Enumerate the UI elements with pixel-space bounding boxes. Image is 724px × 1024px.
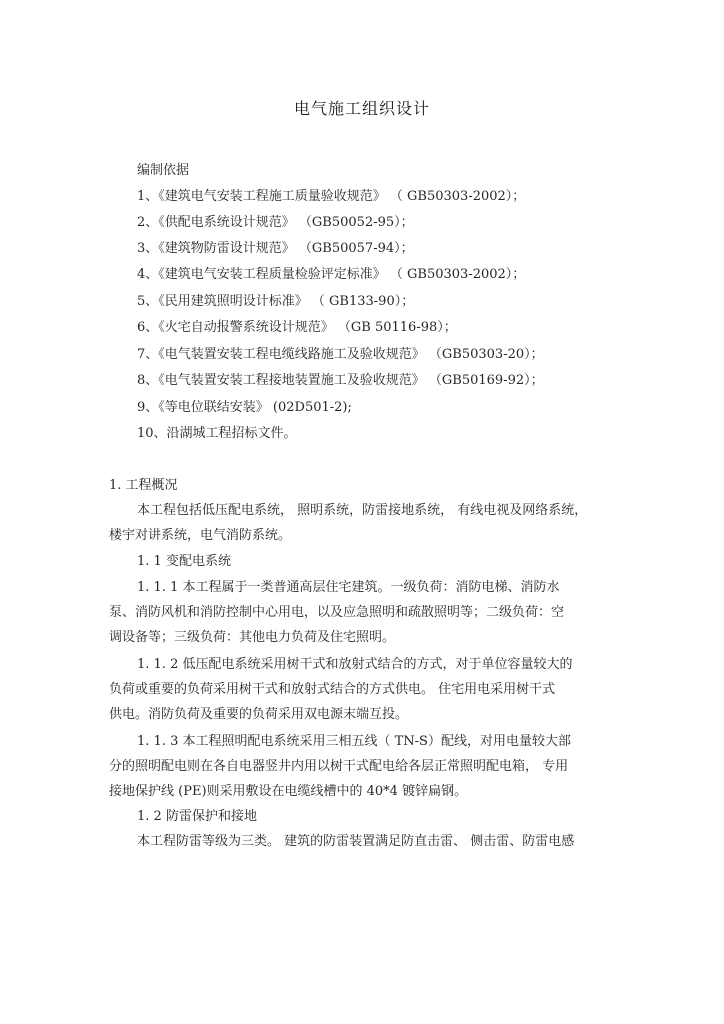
basis-item: 10、沿湖城工程招标文件。 [137,426,297,441]
subsection-heading: 1. 1 变配电系统 [137,554,231,569]
paragraph-line: 1. 1. 2 低压配电系统采用树干式和放射式结合的方式，对于单位容量较大的 [137,657,573,672]
paragraph-line: 供电。消防负荷及重要的负荷采用双电源末端互投。 [109,707,409,722]
basis-item: 4、《建筑电气安装工程质量检验评定标准》 （ GB50303-2002）； [137,267,526,282]
basis-item: 5、《民用建筑照明设计标准》 （ GB133-90）； [137,294,415,309]
basis-item: 9、《等电位联结安装》 (02D501-2); [137,400,352,415]
paragraph-line: 1. 1. 1 本工程属于一类普通高层住宅建筑。一级负荷：消防电梯、消防水 [137,580,560,595]
basis-item: 7、《电气装置安装工程电缆线路施工及验收规范》 （GB50303-20）； [137,347,544,362]
basis-item: 2、《供配电系统设计规范》 （GB50052-95）； [137,215,414,230]
subsection-heading: 1. 2 防雷保护和接地 [137,809,257,824]
paragraph-line: 分的照明配电则在各自电器竖井内用以树干式配电给各层正常照明配电箱， 专用 [109,759,569,774]
paragraph-line: 负荷或重要的负荷采用树干式和放射式结合的方式供电。 住宅用电采用树干式 [109,682,556,697]
page-title: 电气施工组织设计 [293,99,430,118]
basis-item: 6、《火宅自动报警系统设计规范》 （GB 50116-98）； [137,320,457,335]
paragraph-line: 本工程包括低压配电系统， 照明系统，防雷接地系统， 有线电视及网络系统， [137,503,588,518]
paragraph-line: 泵、消防风机和消防控制中心用电，以及应急照明和疏散照明等；二级负荷：空 [109,605,565,620]
basis-item: 8、《电气装置安装工程接地装置施工及验收规范》 （GB50169-92）； [137,373,544,388]
basis-item: 3、《建筑物防雷设计规范》 （GB50057-94）； [137,241,414,256]
paragraph-line: 调设备等；三级负荷：其他电力负荷及住宅照明。 [109,630,396,645]
basis-heading: 编制依据 [137,163,190,178]
section-heading: 1. 工程概况 [109,478,178,493]
paragraph-line: 1. 1. 3 本工程照明配电系统采用三相五线（ TN-S）配线，对用电量较大部 [137,734,571,749]
basis-item: 1、《建筑电气安装工程施工质量验收规范》 （ GB50303-2002）； [137,189,526,204]
paragraph-line: 本工程防雷等级为三类。 建筑的防雷装置满足防直击雷、 侧击雷、防雷电感 [137,834,575,849]
paragraph-line: 楼宇对讲系统，电气消防系统。 [109,528,292,543]
paragraph-line: 接地保护线 (PE)则采用敷设在电缆线槽中的 40*4 镀锌扁钢。 [109,784,468,799]
